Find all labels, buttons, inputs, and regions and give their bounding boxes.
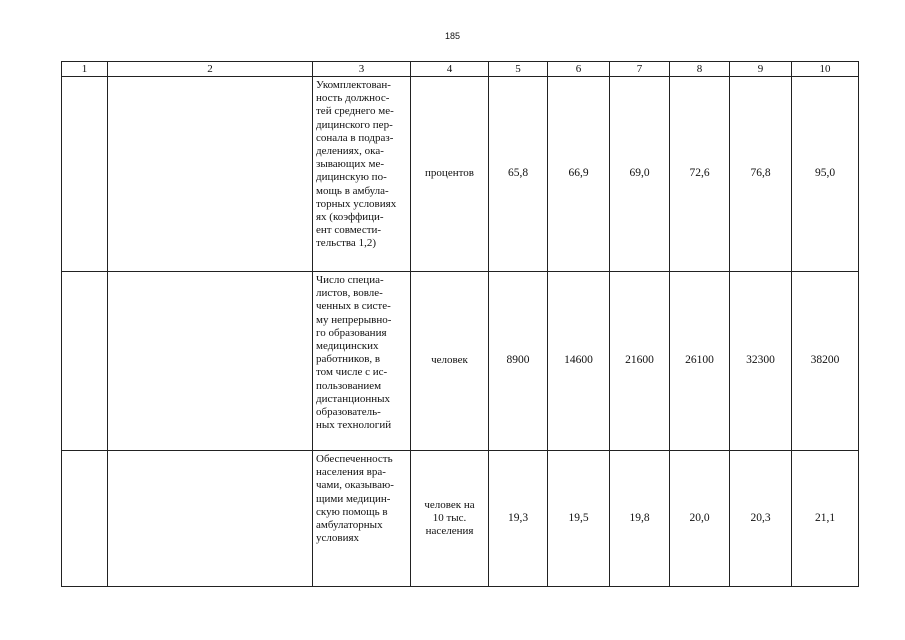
cell-value-col-6: 14600 xyxy=(548,272,610,451)
column-header-4: 4 xyxy=(411,62,489,77)
indicator-line: му непрерывно- xyxy=(316,313,392,326)
indicator-line: Число специа- xyxy=(316,274,384,286)
indicator-line: Обеспеченность xyxy=(316,453,393,465)
cell-indicator xyxy=(313,451,411,587)
cell-value-col-5: 19,3 xyxy=(489,451,548,587)
cell-indicator xyxy=(313,272,411,451)
cell-value-col-10: 38200 xyxy=(792,272,859,451)
data-table xyxy=(61,61,859,587)
page-number: 185 xyxy=(444,31,461,41)
indicator-line: мощь в амбула- xyxy=(316,184,389,197)
indicator-line: амбулаторных xyxy=(316,519,383,532)
indicator-line: скую помощь в xyxy=(316,505,388,518)
cell-value-col-6: 19,5 xyxy=(548,451,610,587)
cell-value-col-8: 26100 xyxy=(670,272,730,451)
cell-value-col-7: 69,0 xyxy=(610,77,670,272)
indicator-line: Укомплектован- xyxy=(316,79,391,91)
indicator-line: ент совмести- xyxy=(316,224,382,237)
cell-indicator xyxy=(313,77,411,272)
indicator-line: ность должнос- xyxy=(316,92,390,105)
cell-section-name xyxy=(108,77,313,272)
cell-section-number xyxy=(62,272,108,451)
column-header-3: 3 xyxy=(313,62,411,77)
indicator-line: ях (коэффици- xyxy=(316,211,384,224)
indicator-line: населения вра- xyxy=(316,466,386,479)
column-header-10: 10 xyxy=(792,62,859,77)
indicator-line: тельства 1,2) xyxy=(316,237,376,250)
cell-value-col-9: 20,3 xyxy=(730,451,792,587)
column-header-6: 6 xyxy=(548,62,610,77)
cell-value-col-10: 21,1 xyxy=(792,451,859,587)
cell-value-col-5: 65,8 xyxy=(489,77,548,272)
cell-unit xyxy=(411,77,489,272)
indicator-line: дистанционных xyxy=(316,392,391,405)
unit-line: 10 тыс. xyxy=(432,511,467,524)
unit-line: процентов xyxy=(425,167,474,180)
column-header-7: 7 xyxy=(610,62,670,77)
indicator-line: ченных в систе- xyxy=(316,300,391,313)
cell-section-number xyxy=(62,77,108,272)
indicator-line: дицинскую по- xyxy=(316,171,387,184)
cell-value-col-7: 19,8 xyxy=(610,451,670,587)
cell-value-col-8: 72,6 xyxy=(670,77,730,272)
indicator-line: ных технологий xyxy=(316,419,392,432)
indicator-line: листов, вовле- xyxy=(316,287,383,300)
indicator-line: чами, оказываю- xyxy=(316,479,394,492)
indicator-line: условиях xyxy=(316,532,360,545)
cell-value-col-10: 95,0 xyxy=(792,77,859,272)
indicator-line: дицинского пер- xyxy=(316,118,393,131)
indicator-line: зывающих ме- xyxy=(316,158,384,171)
cell-unit xyxy=(411,451,489,587)
indicator-line: делениях, ока- xyxy=(316,145,384,158)
indicator-line: том числе с ис- xyxy=(316,366,388,379)
column-header-2: 2 xyxy=(108,62,313,77)
unit-line: населения xyxy=(425,525,474,538)
table-row xyxy=(62,77,859,272)
column-header-1: 1 xyxy=(62,62,108,77)
cell-section-name xyxy=(108,272,313,451)
cell-value-col-9: 32300 xyxy=(730,272,792,451)
cell-section-name xyxy=(108,451,313,587)
cell-value-col-7: 21600 xyxy=(610,272,670,451)
indicator-line: образователь- xyxy=(316,406,381,419)
table-row xyxy=(62,272,859,451)
unit-line: человек на xyxy=(424,498,475,511)
indicator-line: щими медицин- xyxy=(316,492,391,505)
cell-section-number xyxy=(62,451,108,587)
indicator-line: пользованием xyxy=(316,379,382,392)
indicator-line: тей среднего ме- xyxy=(316,105,394,118)
cell-value-col-8: 20,0 xyxy=(670,451,730,587)
table-header-row xyxy=(62,62,859,77)
table-row xyxy=(62,451,859,587)
cell-value-col-6: 66,9 xyxy=(548,77,610,272)
column-header-5: 5 xyxy=(489,62,548,77)
indicator-line: торных условиях xyxy=(316,197,397,210)
column-header-9: 9 xyxy=(730,62,792,77)
column-header-8: 8 xyxy=(670,62,730,77)
cell-value-col-5: 8900 xyxy=(489,272,548,451)
cell-unit xyxy=(411,272,489,451)
indicator-line: го образования xyxy=(316,326,387,339)
unit-line: человек xyxy=(431,354,468,367)
indicator-line: работников, в xyxy=(316,353,381,366)
cell-value-col-9: 76,8 xyxy=(730,77,792,272)
indicator-line: сонала в подраз- xyxy=(316,131,394,144)
indicator-line: медицинских xyxy=(316,340,379,353)
